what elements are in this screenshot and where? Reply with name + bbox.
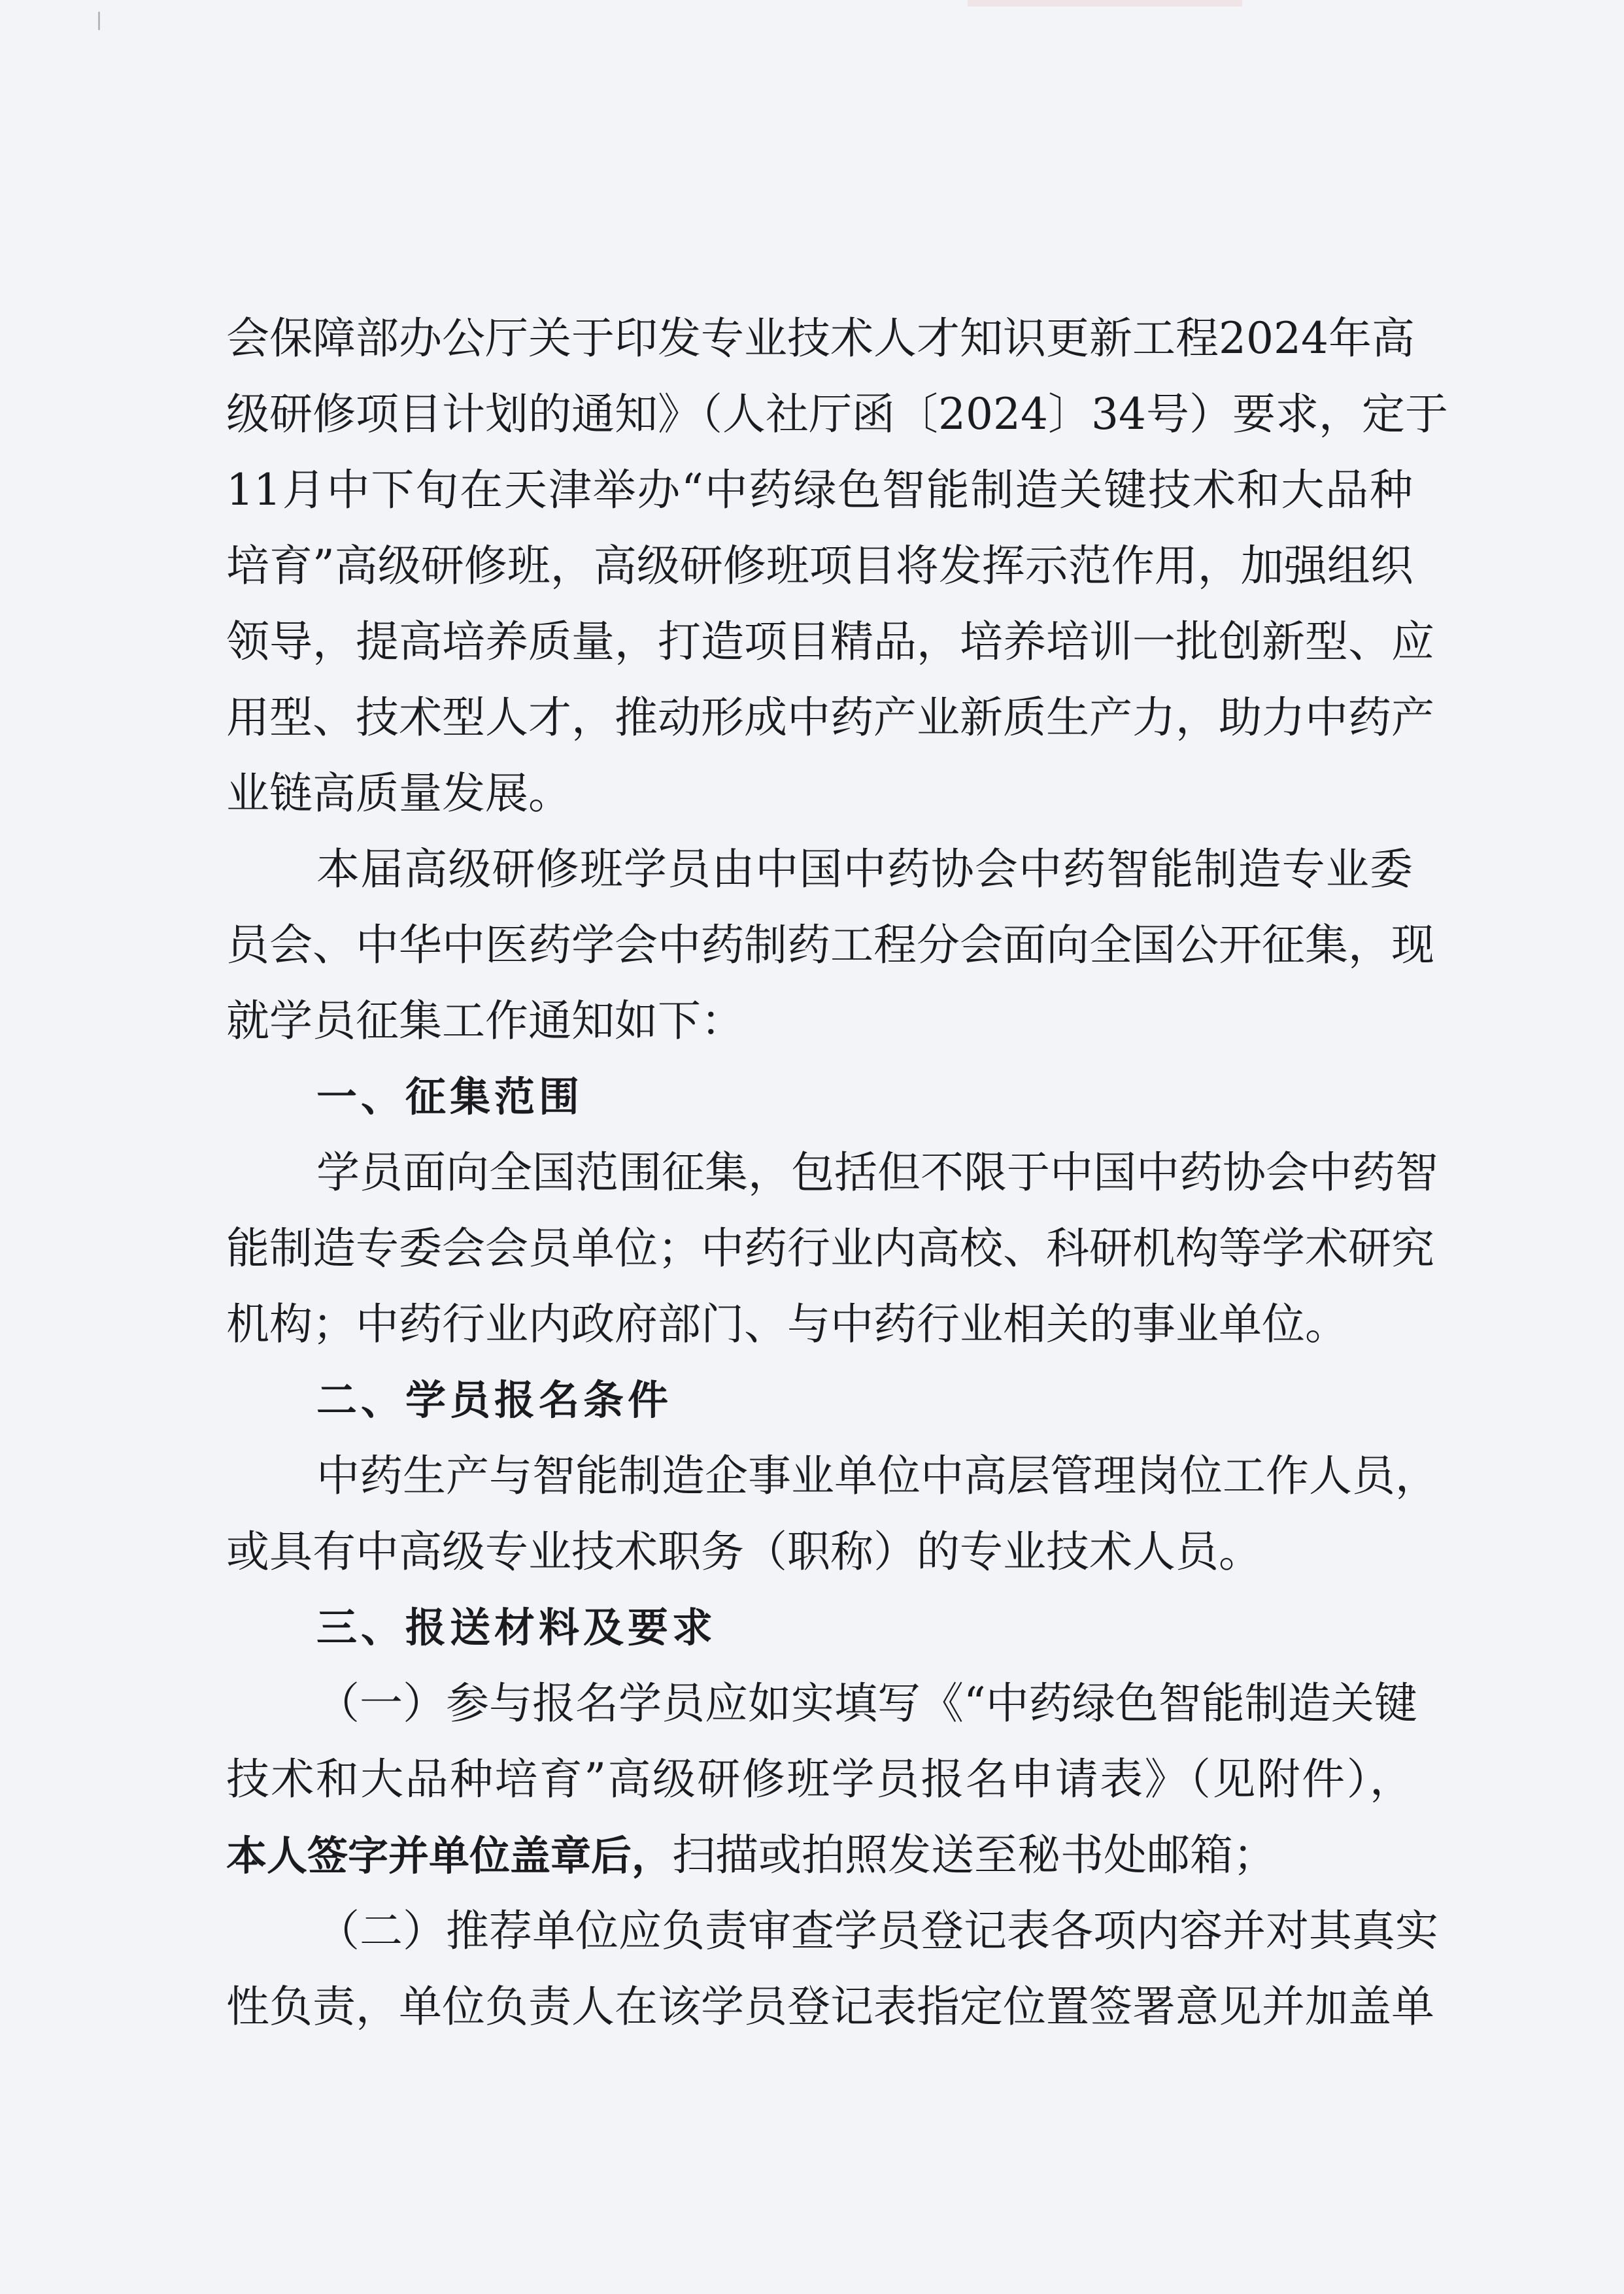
text-line — [226, 1829, 1413, 1882]
text-line: 会保障部办公厅关于印发专业技术人才知识更新工程2024年高 — [226, 313, 1415, 363]
text-line: 培育”高级研修班，高级研修班项目将发挥示范作用，加强组织 — [226, 541, 1413, 591]
text-line: 机构；中药行业内政府部门、与中药行业相关的事业单位。 — [226, 1299, 1348, 1349]
text-line: 就学员征集工作通知如下： — [226, 996, 744, 1046]
text-line: 能制造专委会会员单位；中药行业内高校、科研机构等学术研究 — [226, 1223, 1434, 1274]
text-span: 扫描或拍照发送至秘书处邮箱； — [672, 1830, 1277, 1880]
section-heading: 二、学员报名条件 — [316, 1376, 673, 1424]
text-line: 领导，提高培养质量，打造项目精品，培养培训一批创新型、应 — [226, 616, 1434, 667]
text-line: 技术和大品种培育”高级研修班学员报名申请表》（见附件）， — [226, 1754, 1413, 1804]
scan-mark — [98, 12, 100, 30]
text-line: 11月中下旬在天津举办“中药绿色智能制造关键技术和大品种 — [226, 465, 1413, 515]
text-line: 用型、技术型人才，推动形成中药产业新质生产力，助力中药产 — [226, 692, 1434, 743]
text-line: 本届高级研修班学员由中国中药协会中药智能制造专业委 — [316, 844, 1413, 894]
section-heading: 三、报送材料及要求 — [316, 1604, 717, 1651]
text-line: 性负责，单位负责人在该学员登记表指定位置签署意见并加盖单 — [226, 1982, 1434, 2032]
text-line: 业链高质量发展。 — [226, 768, 571, 818]
section-heading: 一、征集范围 — [316, 1073, 584, 1121]
text-line: 员会、中华中医药学会中药制药工程分会面向全国公开征集，现 — [226, 920, 1434, 970]
text-line: （二）推荐单位应负责审查学员登记表各项内容并对其真实 — [316, 1906, 1438, 1956]
text-line: 中药生产与智能制造企事业单位中高层管理岗位工作人员， — [316, 1451, 1438, 1501]
text-line: （一）参与报名学员应如实填写《“中药绿色智能制造关键 — [316, 1678, 1417, 1729]
text-line: 级研修项目计划的通知》（人社厅函〔2024〕34号）要求，定于 — [226, 389, 1448, 439]
text-line: 学员面向全国范围征集，包括但不限于中国中药协会中药智 — [316, 1147, 1438, 1198]
bold-text: 本人签字并单位盖章后， — [226, 1832, 673, 1880]
scan-smudge — [968, 0, 1242, 7]
text-line: 或具有中高级专业技术职务（职称）的专业技术人员。 — [226, 1527, 1262, 1577]
